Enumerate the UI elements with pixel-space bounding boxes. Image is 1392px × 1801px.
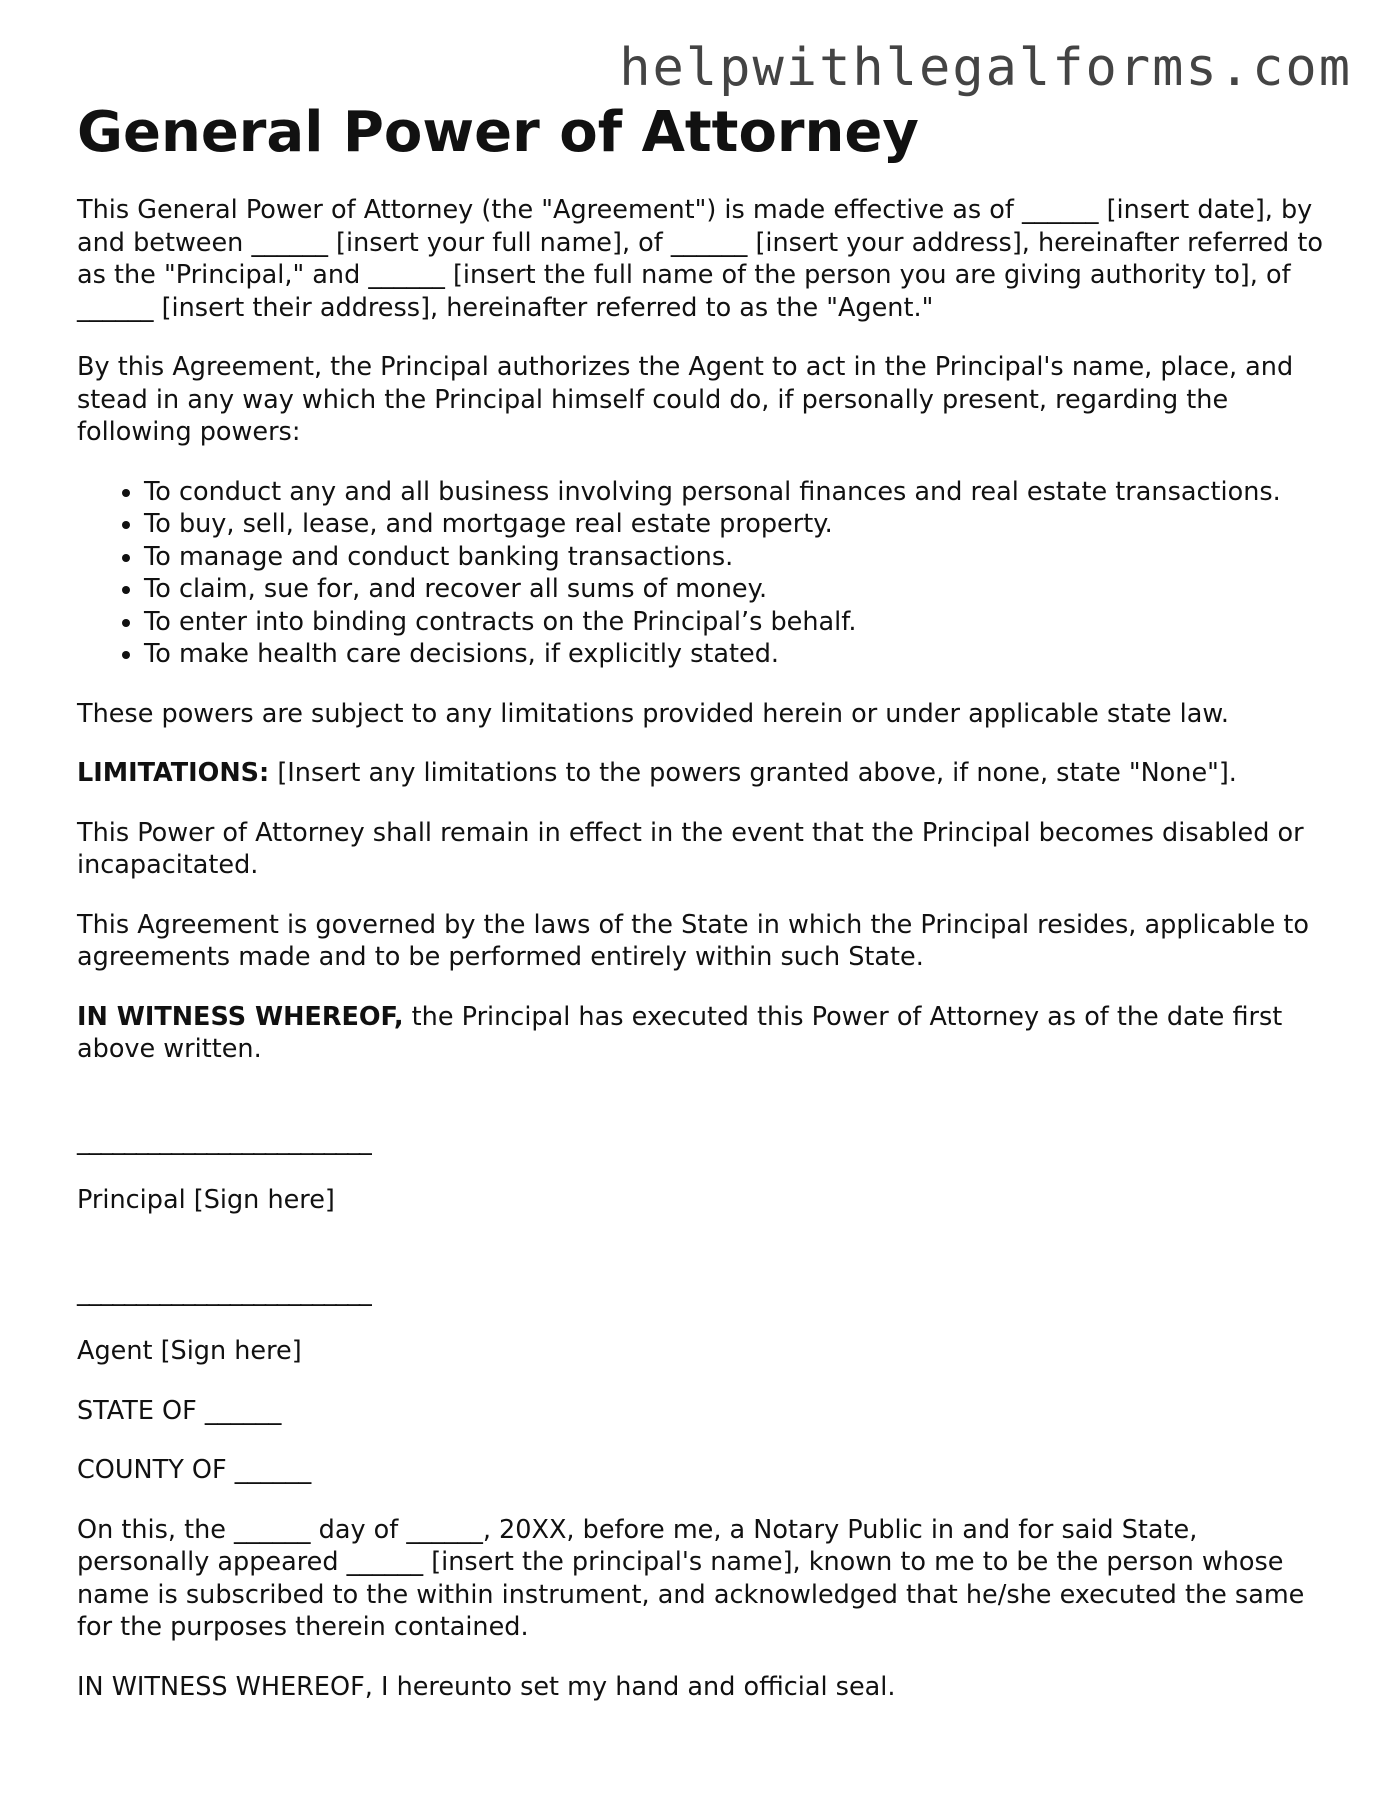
power-item: • To conduct any and all business involving personal finances and real estate transactions. xyxy=(144,476,1327,509)
powers-list xyxy=(77,476,1327,671)
subject-to-paragraph: These powers are subject to any limitations provided herein or under applicable state law. xyxy=(77,698,1229,729)
document-page xyxy=(77,98,1327,1730)
durability-paragraph: This Power of Attorney shall remain in effect in the event that the Principal becomes disabled or incapacitated. xyxy=(77,817,1304,880)
limitations-label: LIMITATIONS: xyxy=(77,758,270,788)
notary-paragraph: On this, the ______ day of ______, 20XX, before me, a Notary Public in and for said State, personally appeared ______ [insert the principal's name], known to me to be the person whose name is subscribed to the within instrument, and acknowledged that he/she executed the same for the purposes therein contained. xyxy=(77,1514,1305,1642)
county-of-field: COUNTY OF ______ xyxy=(77,1455,312,1485)
witness-paragraph xyxy=(77,1001,1327,1066)
power-item: • To buy, sell, lease, and mortgage real estate property. xyxy=(144,508,1327,541)
principal-sign-label: Principal [Sign here] xyxy=(77,1185,335,1215)
power-item: • To manage and conduct banking transactions. xyxy=(144,541,1327,574)
power-item: • To make health care decisions, if explicitly stated. xyxy=(144,638,1327,671)
power-item: • To claim, sue for, and recover all sums of money. xyxy=(144,573,1327,606)
power-item: • To enter into binding contracts on the Principal’s behalf. xyxy=(144,606,1327,639)
intro-paragraph: This General Power of Attorney (the "Agreement") is made effective as of ______ [insert date], by and between ______ [insert your full name], of ______ [insert your address], hereinafter referred to as the "Principal," and ______ [insert the full name of the person you are giving authority to], of ______ [insert their address], hereinafter referred to as the "Agent." xyxy=(77,195,1323,323)
authorization-paragraph: By this Agreement, the Principal authorizes the Agent to act in the Principal's name, place, and stead in any way which the Principal himself could do, if personally present, regarding the following powers: xyxy=(77,352,1294,447)
site-watermark: helpwithlegalforms.com xyxy=(619,38,1352,98)
governing-law-paragraph: This Agreement is governed by the laws of the State in which the Principal resides, applicable to agreements made and to be performed entirely within such State. xyxy=(77,909,1309,972)
limitations-paragraph xyxy=(77,757,1327,790)
agent-signature-line: _________________________ xyxy=(77,1276,371,1307)
notary-seal-paragraph: IN WITNESS WHEREOF, I hereunto set my hand and official seal. xyxy=(77,1671,896,1702)
state-of-field: STATE OF ______ xyxy=(77,1395,282,1426)
principal-signature-line: _________________________ xyxy=(77,1125,371,1156)
document-title: General Power of Attorney xyxy=(77,100,919,165)
witness-label: IN WITNESS WHEREOF, xyxy=(77,1001,404,1032)
agent-sign-label: Agent [Sign here] xyxy=(77,1336,302,1366)
witness-text: the Principal has executed this Power of Attorney as of the date first above written. xyxy=(77,1001,1283,1064)
limitations-text: [Insert any limitations to the powers granted above, if none, state "None"]. xyxy=(269,758,1237,788)
